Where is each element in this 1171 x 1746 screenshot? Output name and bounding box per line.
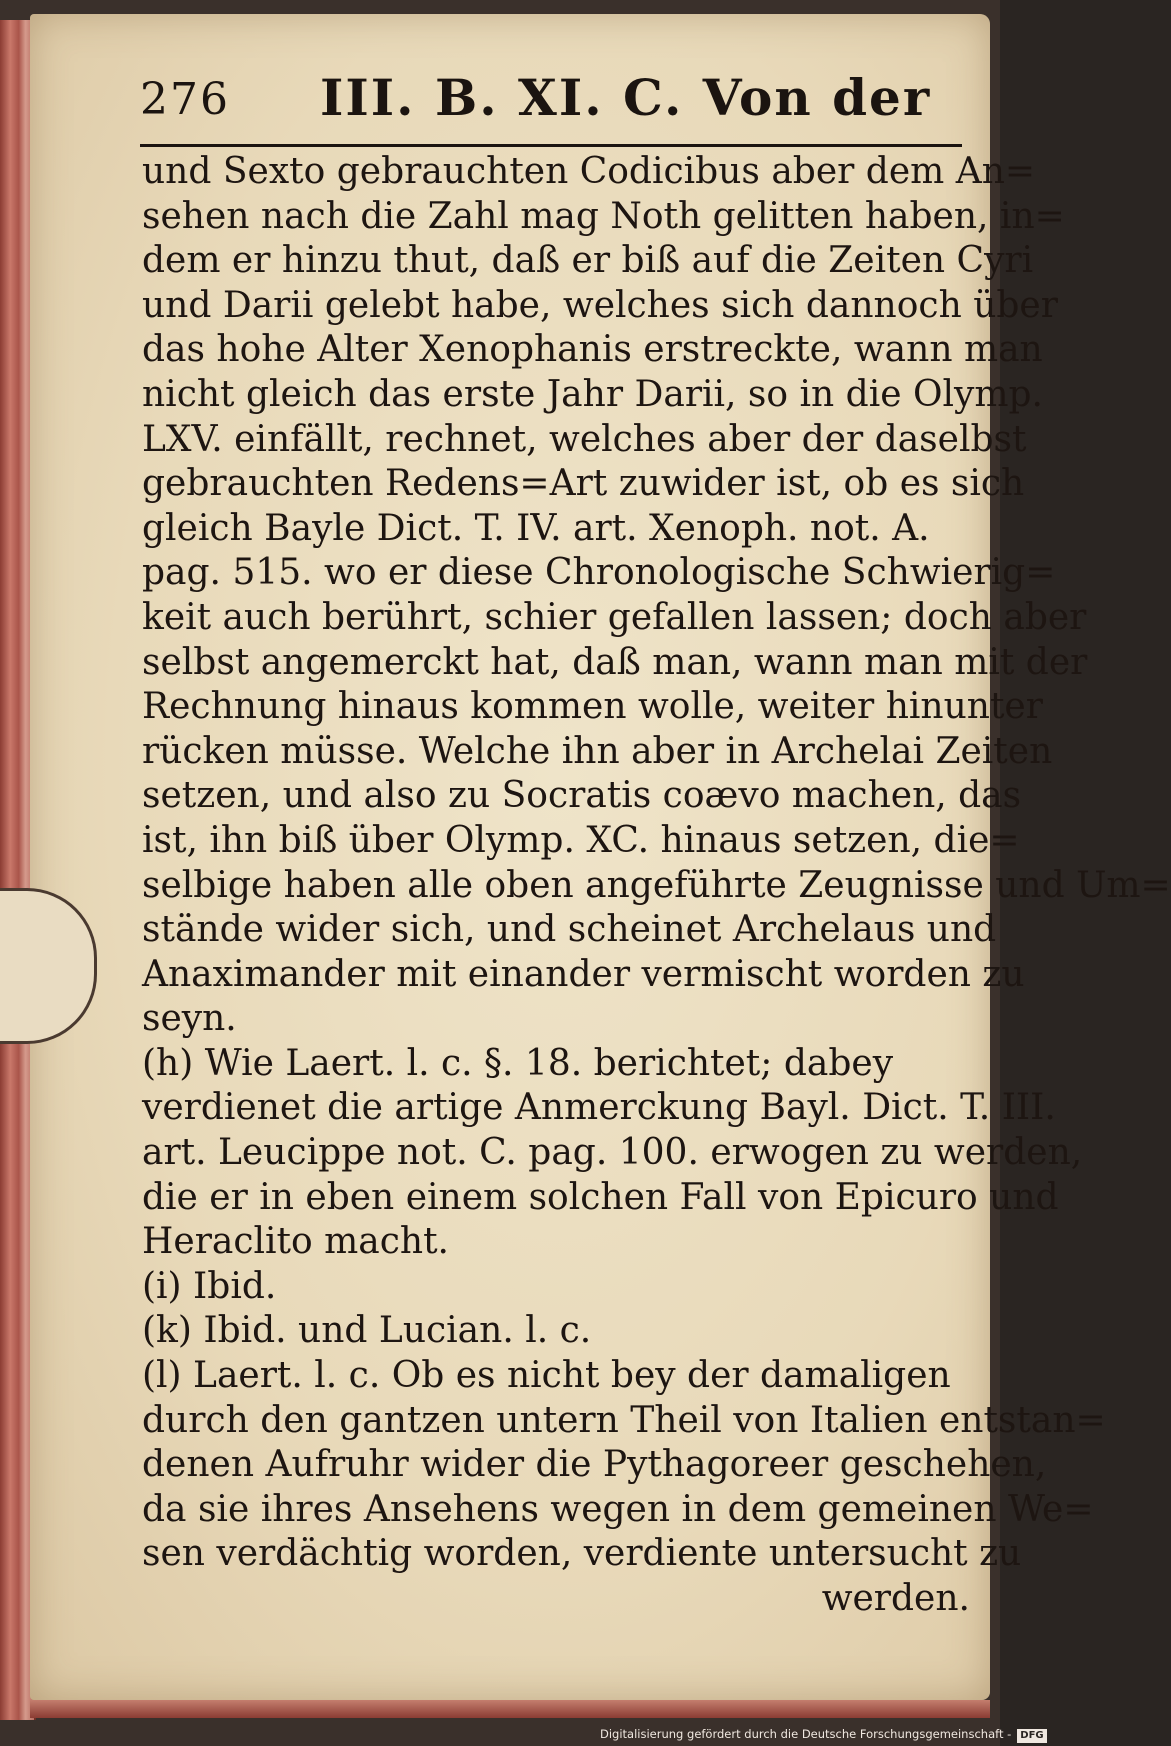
footnote-line: da sie ihres Ansehens wegen in dem gemeinen We= bbox=[142, 1488, 1094, 1530]
digitization-credit bbox=[600, 1724, 1044, 1744]
text-line: LXV. einfällt, rechnet, welches aber der daselbst bbox=[142, 418, 1027, 460]
footnote-line: (l) Laert. l. c. Ob es nicht bey der damaligen bbox=[142, 1355, 951, 1397]
text-line: und Sexto gebrauchten Codicibus aber dem An= bbox=[142, 151, 1036, 192]
credit-text: Digitalisierung gefördert durch die Deutsche Forschungsgemeinschaft - bbox=[600, 1727, 1012, 1741]
footnote-line: (i) Ibid. bbox=[142, 1265, 277, 1307]
text-line: ist, ihn biß über Olymp. XC. hinaus setzen, die= bbox=[142, 819, 1020, 861]
text-line: selbst angemerckt hat, daß man, wann man mit der bbox=[142, 641, 1088, 683]
book-bottom-edge bbox=[30, 1700, 990, 1718]
text-line: das hohe Alter Xenophanis erstreckte, wann man bbox=[142, 329, 1043, 371]
dfg-logo: DFG bbox=[1017, 1729, 1046, 1743]
text-line: setzen, und also zu Socratis coævo machen, das bbox=[142, 775, 1022, 817]
footnote-line: verdienet die artige Anmerckung Bayl. Dict. T. III. bbox=[142, 1087, 1056, 1129]
text-line: gebrauchten Redens=Art zuwider ist, ob es sich bbox=[142, 463, 1025, 505]
text-line: pag. 515. wo er diese Chronologische Schwierig= bbox=[142, 552, 1056, 594]
text-line: keit auch berührt, schier gefallen lassen; doch aber bbox=[142, 596, 1087, 638]
text-line: und Darii gelebt habe, welches sich dannoch über bbox=[142, 284, 1058, 326]
text-line: sehen nach die Zahl mag Noth gelitten haben, in= bbox=[142, 195, 1065, 237]
page-header bbox=[140, 62, 960, 142]
footnote-line: art. Leucippe not. C. pag. 100. erwogen zu werden, bbox=[142, 1132, 1083, 1174]
footnote-line: durch den gantzen untern Theil von Italien entstan= bbox=[142, 1399, 1106, 1441]
text-line: dem er hinzu thut, daß er biß auf die Zeiten Cyri bbox=[142, 240, 1034, 282]
running-head: III. B. XI. C. Von der bbox=[320, 68, 932, 127]
footnote-line: sen verdächtig worden, verdiente untersucht zu bbox=[142, 1533, 1022, 1575]
text-line: seyn. bbox=[142, 998, 237, 1040]
body-text bbox=[142, 150, 1171, 1622]
footnote-line: (k) Ibid. und Lucian. l. c. bbox=[142, 1310, 592, 1352]
footnote-line: die er in eben einem solchen Fall von Epicuro und bbox=[142, 1176, 1059, 1218]
page-number: 276 bbox=[140, 74, 230, 125]
footnote-line: (h) Wie Laert. l. c. §. 18. berichtet; dabey bbox=[142, 1042, 894, 1084]
footnote-line: werden. bbox=[821, 1578, 970, 1619]
text-line: Rechnung hinaus kommen wolle, weiter hinunter bbox=[142, 686, 1043, 728]
footnote-line: denen Aufruhr wider die Pythagoreer geschehen, bbox=[142, 1444, 1047, 1486]
text-line: nicht gleich das erste Jahr Darii, so in die Olymp. bbox=[142, 373, 1043, 415]
text-line: gleich Bayle Dict. T. IV. art. Xenoph. not. A. bbox=[142, 507, 930, 549]
text-line: rücken müsse. Welche ihn aber in Archelai Zeiten bbox=[142, 730, 1053, 772]
footnote-line: Heraclito macht. bbox=[142, 1221, 450, 1263]
text-line: Anaximander mit einander vermischt worden zu bbox=[142, 953, 1025, 995]
text-line: selbige haben alle oben angeführte Zeugnisse und Um= bbox=[142, 864, 1171, 906]
header-rule bbox=[140, 144, 962, 147]
text-line: stände wider sich, und scheinet Archelaus und bbox=[142, 909, 997, 951]
